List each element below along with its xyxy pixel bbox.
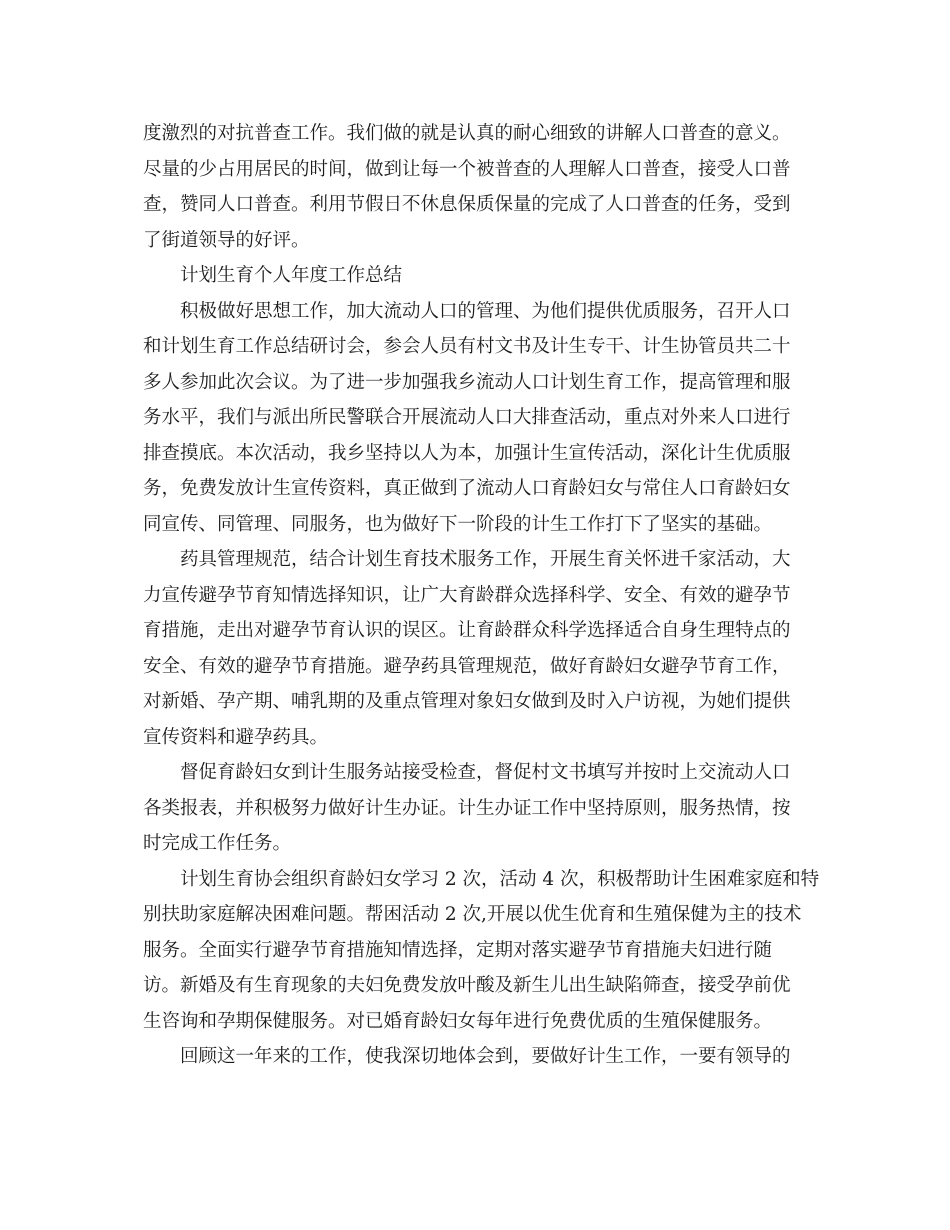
text-line: 安全、有效的避孕节育措施。避孕药具管理规范，做好育龄妇女避孕节育工作， xyxy=(143,655,791,677)
text-line: 尽量的少占用居民的时间，做到让每一个被普查的人理解人口普查，接受人口普 xyxy=(143,158,791,180)
text-line: 积极做好思想工作，加大流动人口的管理、为他们提供优质服务，召开人口 xyxy=(180,300,791,322)
text-line: 和计划生育工作总结研讨会，参会人员有村文书及计生专干、计生协管员共二十 xyxy=(143,336,791,357)
document-body xyxy=(143,116,820,1075)
text-line: 排查摸底。本次活动，我乡坚持以人为本，加强计生宣传活动，深化计生优质服 xyxy=(143,442,791,464)
text-line: 计划生育协会组织育龄妇女学习 2 次，活动 4 次，积极帮助计生困难家庭和特 xyxy=(180,868,820,890)
text-line: 务，免费发放计生宣传资料，真正做到了流动人口育龄妇女与常住人口育龄妇女 xyxy=(143,478,791,499)
text-line: 别扶助家庭解决困难问题。帮困活动 2 次,开展以优生优育和生殖保健为主的技术 xyxy=(143,904,802,925)
text-line: 育措施，走出对避孕节育认识的误区。让育龄群众科学选择适合自身生理特点的 xyxy=(143,620,791,641)
text-line: 多人参加此次会议。为了进一步加强我乡流动人口计划生育工作，提高管理和服 xyxy=(143,371,791,393)
text-line: 服务。全面实行避孕节育措施知情选择，定期对落实避孕节育措施夫妇进行随 xyxy=(143,939,773,961)
text-line: 时完成工作任务。 xyxy=(143,833,292,854)
text-line: 同宣传、同管理、同服务，也为做好下一阶段的计生工作打下了坚实的基础。 xyxy=(143,513,773,535)
text-line: 督促育龄妇女到计生服务站接受检查，督促村文书填写并按时上交流动人口 xyxy=(180,762,791,783)
text-line: 各类报表，并积极努力做好计生办证。计生办证工作中坚持原则，服务热情，按 xyxy=(143,797,791,819)
text-line: 了街道领导的好评。 xyxy=(143,229,310,251)
text-line: 生咨询和孕期保健服务。对已婚育龄妇女每年进行免费优质的生殖保健服务。 xyxy=(143,1010,773,1032)
text-line: 回顾这一年来的工作，使我深切地体会到，要做好计生工作，一要有领导的 xyxy=(180,1046,791,1067)
text-line: 计划生育个人年度工作总结 xyxy=(180,265,403,286)
text-line: 查，赞同人口普查。利用节假日不休息保质保量的完成了人口普查的任务，受到 xyxy=(143,194,791,215)
text-line: 宣传资料和避孕药具。 xyxy=(143,726,329,748)
text-line: 访。新婚及有生育现象的夫妇免费发放叶酸及新生儿出生缺陷筛查，接受孕前优 xyxy=(143,975,791,996)
text-line: 务水平，我们与派出所民警联合开展流动人口大排查活动，重点对外来人口进行 xyxy=(143,407,791,428)
text-line: 度激烈的对抗普查工作。我们做的就是认真的耐心细致的讲解人口普查的意义。 xyxy=(143,123,791,144)
text-line: 对新婚、孕产期、哺乳期的及重点管理对象妇女做到及时入户访视，为她们提供 xyxy=(143,691,791,712)
text-line: 力宣传避孕节育知情选择知识，让广大育龄群众选择科学、安全、有效的避孕节 xyxy=(143,584,791,606)
text-line: 药具管理规范，结合计划生育技术服务工作，开展生育关怀进千家活动，大 xyxy=(180,549,791,570)
